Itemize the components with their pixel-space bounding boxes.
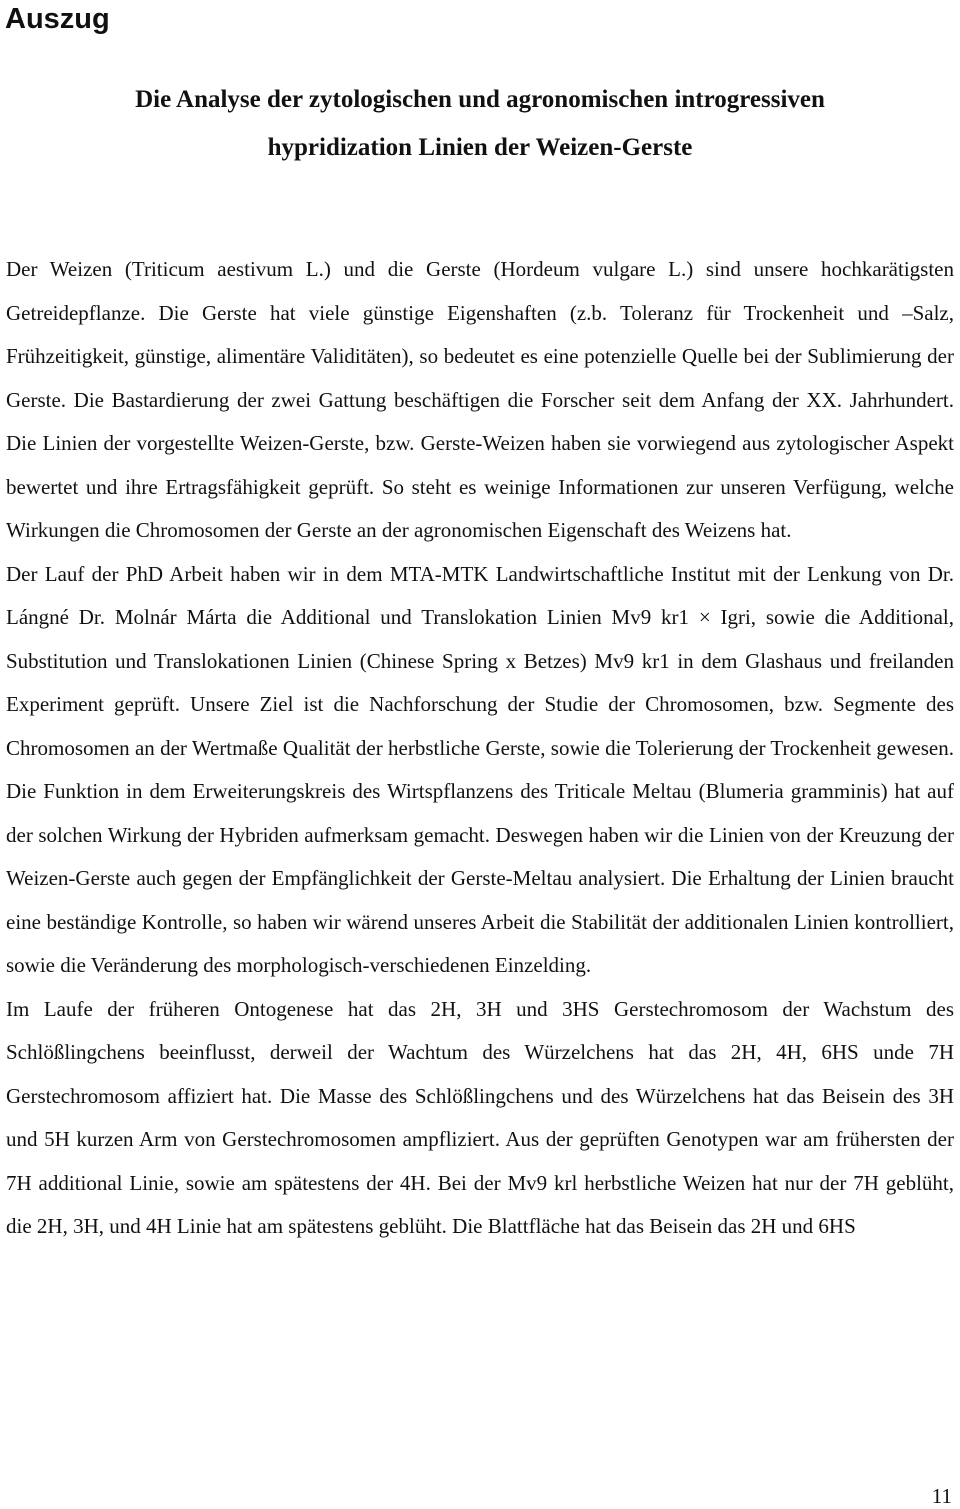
- page-number: 11: [931, 1484, 952, 1508]
- paragraph-intro: Der Weizen (Triticum aestivum L.) und die Gerste (Hordeum vulgare L.) sind unsere hochkarätigsten Getreidepflanze. Die Gerste hat viele günstige Eigenshaften (z.b. Toleranz für Trockenheit und –Salz, Frühzeitigkeit, günstige, alimentäre Validitäten), so bedeutet es eine potenzielle Quelle bei der Sublimierung der Gerste. Die Bastardierung der zwei Gattung beschäftigen die Forscher seit dem Anfang der XX. Jahrhundert. Die Linien der vorgestellte Weizen-Gerste, bzw. Gerste-Weizen haben sie vorwiegend aus zytologischer Aspekt bewertet und ihre Ertragsfähigkeit geprüft. So steht es weinige Informationen zur unseren Verfügung, welche Wirkungen die Chromosomen der Gerste an der agronomischen Eigenschaft des Weizens hat.: [6, 257, 954, 542]
- body-text: [6, 248, 954, 1249]
- paragraph-results: Im Laufe der früheren Ontogenese hat das 2H, 3H und 3HS Gerstechromosom der Wachstum des Schlößlingchens beeinflusst, derweil der Wachtum des Würzelchens hat das 2H, 4H, 6HS unde 7H Gerstechromosom affiziert hat. Die Masse des Schlößlingchens und des Würzelchens hat das Beisein des 3H und 5H kurzen Arm von Gerstechromosomen ampfliziert. Aus der geprüften Genotypen war am frühersten der 7H additional Linie, sowie am spätestens der 4H. Bei der Mv9 krl herbstliche Weizen hat nur der 7H geblüht, die 2H, 3H, und 4H Linie hat am spätestens geblüht. Die Blattfläche hat das Beisein das 2H und 6HS: [6, 996, 954, 1238]
- document-title: [0, 76, 960, 172]
- section-heading: Auszug: [5, 3, 110, 35]
- title-line: Die Analyse der zytologischen und agronomischen introgressiven: [135, 86, 825, 113]
- title-line: hypridization Linien der Weizen-Gerste: [267, 134, 693, 161]
- paragraph-method: Der Lauf der PhD Arbeit haben wir in dem MTA-MTK Landwirtschaftliche Institut mit der Lenkung von Dr. Lángné Dr. Molnár Márta die Additional und Translokation Linien Mv9 kr1 × Igri, sowie die Additional, Substitution und Translokationen Linien (Chinese Spring x Betzes) Mv9 kr1 in dem Glashaus und freilanden Experiment geprüft. Unsere Ziel ist die Nachforschung der Studie der Chromosomen, bzw. Segmente des Chromosomen an der Wertmaße Qualität der herbstliche Gerste, sowie die Tolerierung der Trockenheit gewesen. Die Funktion in dem Erweiterungskreis des Wirtspflanzens des Triticale Meltau (Blumeria gramminis) hat auf der solchen Wirkung der Hybriden aufmerksam gemacht. Deswegen haben wir die Linien von der Kreuzung der Weizen-Gerste auch gegen der Empfänglichkeit der Gerste-Meltau analysiert. Die Erhaltung der Linien braucht eine beständige Kontrolle, so haben wir wärend unseres Arbeit die Stabilität der additionalen Linien kontrolliert, sowie die Veränderung des morphologisch-verschiedenen Einzelding.: [6, 561, 954, 977]
